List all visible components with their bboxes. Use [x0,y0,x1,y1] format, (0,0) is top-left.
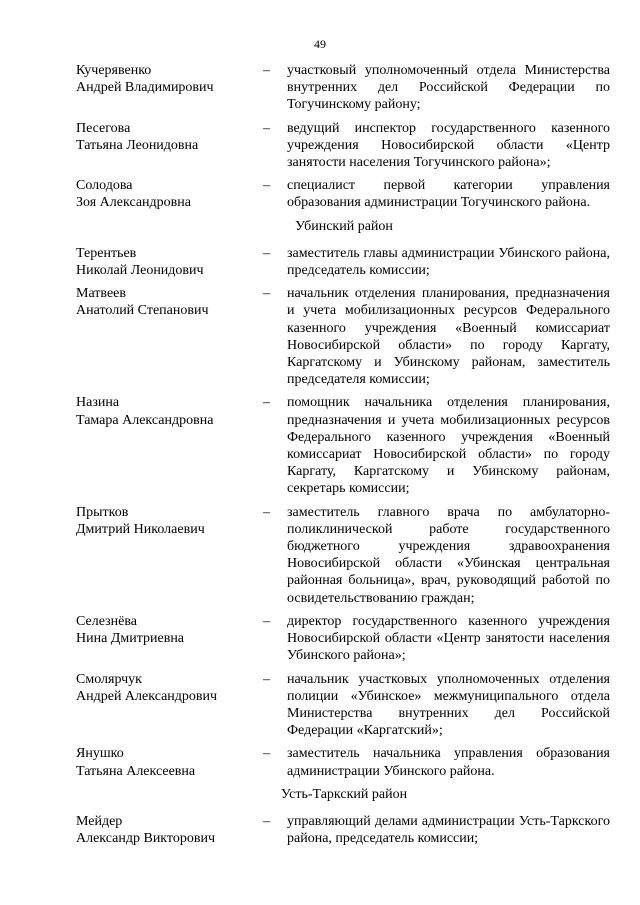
member-given-names: Анатолий Степанович [76,303,209,319]
member-entry [0,285,640,388]
dash-separator: – [263,63,270,78]
member-name [76,394,256,428]
member-entry [0,813,640,847]
dash-separator: – [263,813,270,829]
member-position: начальник участковых уполномоченных отделения полиции «Убинское» межмуниципального отдела Министерства внутренних дел Российской Федерации «Каргатский»; [287,671,610,739]
member-surname: Терентьев [76,245,137,261]
dash-separator: – [263,178,270,194]
member-entry [0,394,640,497]
member-given-names: Татьяна Алексеевна [76,763,196,779]
member-entry [0,745,640,779]
member-surname: Песегова [76,120,131,136]
member-entry [0,504,640,607]
member-entry [0,613,640,665]
dash-separator: – [263,120,270,136]
member-entry [0,671,640,740]
member-entry [0,62,640,114]
dash-separator: – [263,504,270,520]
member-surname: Кучерявенко [76,63,152,78]
member-position: специалист первой категории управления образования администрации Тогучинского района. [287,178,610,211]
member-position: ведущий инспектор государственного казенного учреждения Новосибирской области «Центр занятости населения Тогучинского района»; [287,120,610,171]
member-name [76,813,256,847]
page-number: 49 [314,37,326,51]
member-position: участковый уполномоченный отдела Министерства внутренних дел Российской Федерации по Тогучинскому району; [287,63,610,113]
member-given-names: Александр Викторович [76,831,216,847]
dash-separator: – [263,671,270,687]
member-surname: Мейдер [76,813,123,829]
section-heading: Убинский район [295,218,393,234]
dash-separator: – [263,286,270,302]
commission-list [0,62,640,847]
dash-separator: – [263,395,270,411]
member-name [76,504,256,538]
member-position: заместитель главного врача по амбулаторно-поликлинической работе государственного бюджетного учреждения здравоохранения Новосибирской области «Убинская центральная районная больница», врач, руководящий работой по освидетельствованию граждан; [287,504,610,606]
member-given-names: Дмитрий Николаевич [76,521,205,537]
member-given-names: Тамара Александровна [76,412,214,428]
member-entry [0,120,640,172]
member-given-names: Николай Леонидович [76,263,204,279]
member-entry [0,245,640,279]
member-name [76,285,256,319]
member-name [76,62,256,96]
member-position: управляющий делами администрации Усть-Таркского района, председатель комиссии; [287,813,610,847]
member-given-names: Андрей Александрович [76,688,218,704]
member-given-names: Нина Дмитриевна [76,631,185,647]
member-surname: Янушко [76,746,124,762]
member-given-names: Татьяна Леонидовна [76,137,199,153]
member-name [76,177,256,211]
member-entry [0,177,640,211]
member-name [76,120,256,154]
member-surname: Селезнёва [76,613,137,629]
dash-separator: – [263,613,270,629]
member-surname: Прытков [76,504,129,520]
member-position: директор государственного казенного учреждения Новосибирской области «Центр занятости населения Убинского района»; [287,613,610,664]
dash-separator: – [263,245,270,261]
section-heading: Усть-Таркский район [280,786,408,802]
dash-separator: – [263,746,270,762]
member-surname: Матвеев [76,286,126,302]
member-given-names: Зоя Александровна [76,195,191,211]
member-given-names: Андрей Владимирович [76,80,214,96]
member-surname: Назина [76,395,120,411]
member-position: заместитель начальника управления образования администрации Убинского района. [287,746,610,779]
member-surname: Солодова [76,178,133,194]
member-name [76,613,256,647]
member-name [76,745,256,779]
member-position: помощник начальника отделения планирования, предназначения и учета мобилизационных ресурсов Федерального казенного учреждения «Военный комиссариат Новосибирской области» по городу Каргату, Каргатскому и Убинскому районам, секретарь комиссии; [287,395,610,497]
member-position: начальник отделения планирования, предназначения и учета мобилизационных ресурсов Федерального казенного учреждения «Военный комиссариат Новосибирской области» по городу Каргату, Каргатскому и Убинскому районам, заместитель председателя комиссии; [287,286,610,388]
member-name [76,245,256,279]
member-name [76,671,256,705]
member-surname: Смолярчук [76,671,142,687]
member-position: заместитель главы администрации Убинского района, председатель комиссии; [287,245,610,279]
